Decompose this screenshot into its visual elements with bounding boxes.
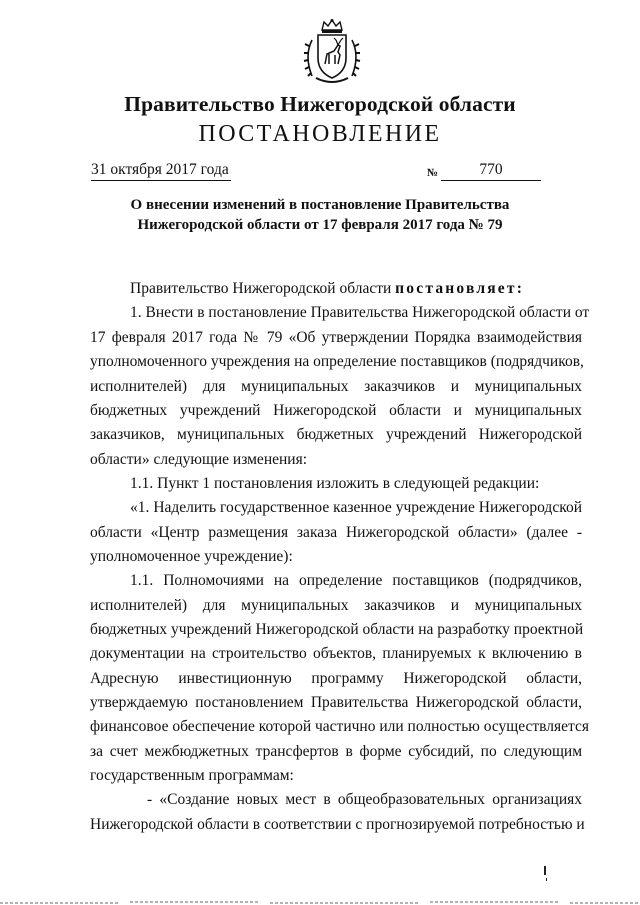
body-line: области «Центр размещения заказа Нижегородской области» (далее - [90,524,582,541]
body-line: «1. Наделить государственное казенное учреждение Нижегородской [130,499,582,516]
body-line: за счет межбюджетных трансфертов в форме субсидий, по следующим [90,743,582,760]
body-line: утверждаемую постановлением Правительства Нижегородской области, [90,694,582,711]
body-line: государственным программам: [90,767,294,784]
document-subject [0,195,640,235]
body-line: 17 февраля 2017 года № 79 «Об утверждении Порядка взаимодействия [90,329,582,346]
body-line: бюджетных учреждений Нижегородской области и муниципальных [90,402,582,419]
body-line: документации на строительство объектов, планируемых к включению в [90,645,582,662]
scan-speck [544,866,546,875]
body-line: Адресную инвестиционную программу Нижегородской области, [90,670,582,687]
body-line: исполнителей) для муниципальных заказчиков и муниципальных [90,378,582,395]
body-line: области» следующие изменения: [90,451,308,468]
document-date: 31 октября 2017 года [91,161,231,181]
body-line: 1.1. Пункт 1 постановления изложить в следующей редакции: [130,475,540,492]
government-name: Правительство Нижегородской области [124,92,516,116]
subject-line: О внесении изменений в постановление Правительства [130,197,510,213]
body-line: Нижегородской области в соответствии с прогнозируемой потребностью и [90,816,585,833]
document-number: 770 [441,161,541,181]
intro-text: Правительство Нижегородской области [130,280,392,297]
body-line: - «Создание новых мест в общеобразовательных организациях [147,791,582,808]
body-line: финансовое обеспечение которой частично или полностью осуществляется [90,718,589,735]
decree-word: постановляет: [395,280,525,297]
document-type: ПОСТАНОВЛЕНИЕ [198,121,442,147]
body-line: уполномоченное учреждение): [90,548,293,565]
body-line: исполнителей) для муниципальных заказчиков и муниципальных [90,597,582,614]
body-line: 1. Внести в постановление Правительства Нижегородской области от [130,304,590,321]
scan-speck [546,878,547,881]
body-line: бюджетных учреждений Нижегородской области на разработку проектной [90,621,584,638]
body-line: уполномоченного учреждения на определение поставщиков (подрядчиков, [90,353,584,370]
intro-line [130,279,582,299]
body-line: 1.1. Полномочиями на определение поставщиков (подрядчиков, [130,572,582,589]
coat-of-arms-emblem [300,18,364,86]
scan-edge-artifact [0,894,640,905]
document-number-label: № [427,167,439,179]
subject-line: Нижегородской области от 17 февраля 2017 года № 79 [137,217,503,233]
body-line: заказчиков, муниципальных бюджетных учреждений Нижегородской [90,426,582,443]
